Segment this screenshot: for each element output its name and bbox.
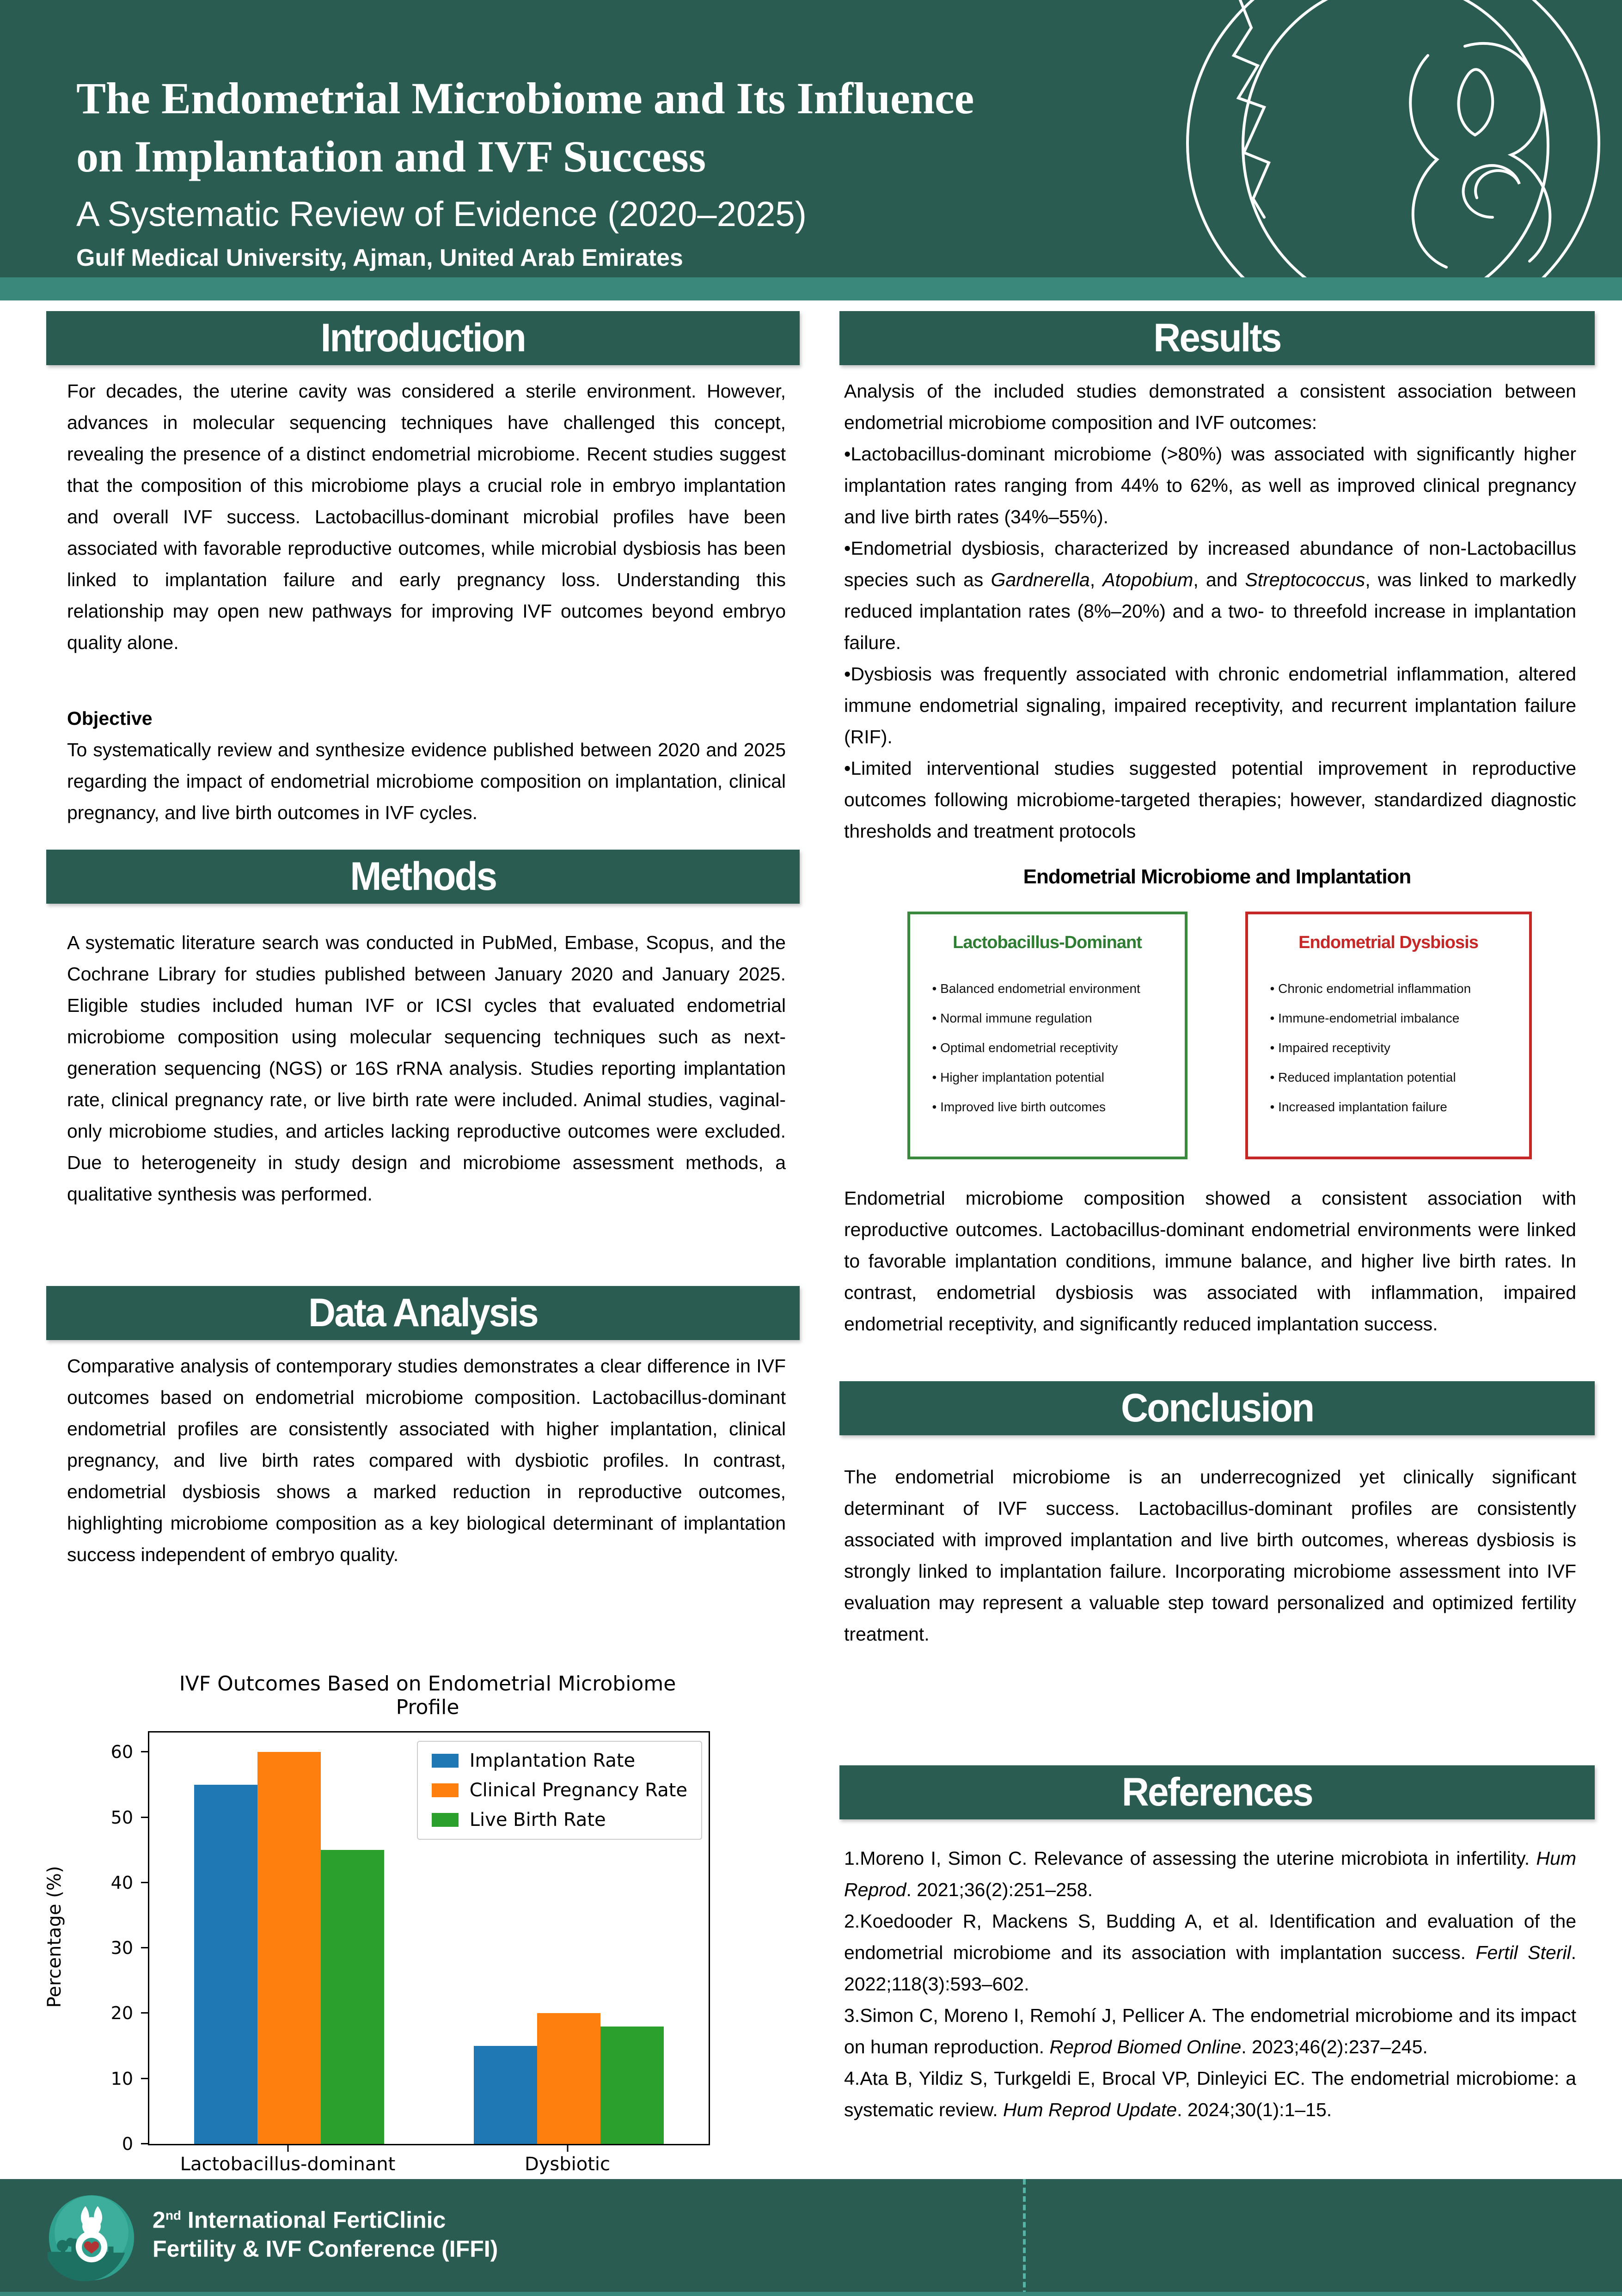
section-heading-introduction xyxy=(46,311,800,365)
legend-label: Live Birth Rate xyxy=(469,1809,606,1831)
diagram-boxes xyxy=(839,912,1595,1159)
x-tick-mark xyxy=(567,2145,568,2152)
poster-header xyxy=(0,0,1622,277)
y-tick-mark xyxy=(141,2012,148,2014)
chart-x-axis-labels xyxy=(148,2145,707,2175)
reference-3-journal: Reprod Biomed Online xyxy=(1049,2036,1242,2057)
reference-1-journal: Hum Reprod xyxy=(844,1848,1576,1900)
data-analysis-heading-label: Data Analysis xyxy=(308,1291,538,1335)
results-bullet-2-rest: , was linked to markedly reduced implantation rates (8%–20%) and a two- to threefold increase in implantation failure. xyxy=(844,569,1576,653)
left-column xyxy=(46,311,800,2175)
reference-4-journal: Hum Reprod Update xyxy=(1003,2099,1177,2120)
conclusion-body: The endometrial microbiome is an underrecognized yet clinically significant determinant of IVF success. Lactobacillus-dominant profiles are consistently associated with improved implantation and live birth outcomes, whereas dysbiosis is strongly linked to implantation failure. Incorporating microbiome assessment into IVF evaluation may represent a valuable step toward personalized and optimized fertility treatment. xyxy=(844,1466,1576,1645)
objective-body: To systematically review and synthesize evidence published between 2020 and 2025 regarding the impact of endometrial microbiome composition on implantation, clinical pregnancy, and live birth outcomes in IVF cycles. xyxy=(67,739,786,823)
fertility-line-art-logo-icon xyxy=(1169,0,1622,277)
endometrial-dysbiosis-list xyxy=(1248,974,1529,1122)
y-tick-mark xyxy=(141,2143,148,2144)
y-tick-label: 30 xyxy=(110,1938,133,1959)
introduction-body: For decades, the uterine cavity was considered a sterile environment. However, advances in molecular sequencing techniques have challenged this concept, revealing the presence of a distinct endometrial microbiome. Recent studies suggest that the composition of this microbiome plays a crucial role in embryo implantation and overall IVF success. Lactobacillus-dominant microbial profiles have been associated with favorable reproductive outcomes, while microbial dysbiosis has been linked to implantation failure and early pregnancy loss. Understanding this relationship may open new pathways for improving IVF outcomes beyond embryo quality alone. xyxy=(67,380,786,653)
section-heading-data-analysis xyxy=(46,1286,800,1340)
reference-1-text: 1.Moreno I, Simon C. Relevance of assessing the uterine microbiota in infertility. xyxy=(844,1848,1536,1869)
list-item: • Normal immune regulation xyxy=(932,1004,1175,1033)
y-tick-mark xyxy=(141,2078,148,2079)
results-bullet-2-text: •Endometrial dysbiosis, characterized by increased abundance of non-Lactobacillus species such as xyxy=(844,538,1576,590)
reference-2-text: 2.Koedooder R, Mackens S, Budding A, et al. Identification and evaluation of the endometrial microbiome and its association with implantation success. xyxy=(844,1910,1576,1963)
methods-body: A systematic literature search was conducted in PubMed, Embase, Scopus, and the Cochrane Library for studies published between January 2020 and January 2025. Eligible studies included human IVF or ICSI cycles that evaluated endometrial microbiome composition using molecular sequencing techniques such as next-generation sequencing (NGS) or 16S rRNA analysis. Studies reporting implantation rate, clinical pregnancy rate, or live birth rate were included. Animal studies, vaginal-only microbiome studies, and articles lacking reproductive outcomes were excluded. Due to heterogeneity in study design and microbiome assessment methods, a qualitative synthesis was performed. xyxy=(67,932,786,1205)
y-tick-label: 0 xyxy=(122,2134,133,2154)
genus-gardnerella: Gardnerella xyxy=(991,569,1090,590)
results-bullet-2-sep2: , and xyxy=(1193,569,1245,590)
reference-2 xyxy=(839,1905,1595,2000)
endometrial-dysbiosis-box xyxy=(1245,912,1532,1159)
results-bullet-4: •Limited interventional studies suggested potential improvement in reproductive outcomes following microbiome-targeted therapies; however, standardized diagnostic thresholds and treatment protocols xyxy=(844,758,1576,842)
header-text-block xyxy=(76,69,974,271)
conference-name-line2: Fertility & IVF Conference (IFFI) xyxy=(153,2235,498,2262)
poster-subtitle: A Systematic Review of Evidence (2020–2025) xyxy=(76,195,807,234)
genus-streptococcus: Streptococcus xyxy=(1245,569,1365,590)
methods-heading-label: Methods xyxy=(350,854,496,899)
reference-4-tail: . 2024;30(1):1–15. xyxy=(1177,2099,1332,2120)
section-heading-conclusion xyxy=(839,1381,1595,1435)
footer-accent-strip xyxy=(0,2292,1622,2296)
section-heading-references xyxy=(839,1765,1595,1819)
y-tick-label: 40 xyxy=(110,1872,133,1893)
list-item: • Immune-endometrial imbalance xyxy=(1270,1004,1520,1033)
results-bullet-3: •Dysbiosis was frequently associated with chronic endometrial inflammation, altered immune endometrial signaling, impaired receptivity, and recurrent implantation failure (RIF). xyxy=(844,663,1576,747)
reference-3-text: 3.Simon C, Moreno I, Remohí J, Pellicer A. The endometrial microbiome and its impact on human reproduction. xyxy=(844,2005,1576,2057)
bar-clinical-pregnancy-rate xyxy=(257,1752,321,2144)
section-heading-results xyxy=(839,311,1595,365)
y-tick-mark xyxy=(141,1947,148,1948)
section-heading-methods xyxy=(46,850,800,904)
bar-group-dysbiotic xyxy=(429,1733,709,2144)
endometrial-dysbiosis-box-title: Endometrial Dysbiosis xyxy=(1298,933,1478,952)
y-tick-mark xyxy=(141,1751,148,1752)
results-bullet-2 xyxy=(839,533,1595,658)
reference-4 xyxy=(839,2063,1595,2125)
list-item: • Impaired receptivity xyxy=(1270,1033,1520,1063)
lactobacillus-dominant-box xyxy=(907,912,1187,1159)
list-item: • Chronic endometrial inflammation xyxy=(1270,974,1520,1004)
conference-edition-number: 2 xyxy=(153,2207,165,2233)
y-tick-label: 20 xyxy=(110,2003,133,2024)
introduction-heading-label: Introduction xyxy=(320,316,526,360)
objective-heading: Objective xyxy=(67,708,153,729)
x-tick-label: Dysbiotic xyxy=(428,2145,707,2175)
conference-name-line1-text: International FertiClinic xyxy=(181,2207,446,2233)
lactobacillus-dominant-box-title: Lactobacillus-Dominant xyxy=(953,933,1142,952)
results-heading-label: Results xyxy=(1153,316,1281,360)
ferticlinic-conference-logo-icon xyxy=(48,2194,135,2282)
chart-canvas xyxy=(46,1731,800,2175)
conference-name-line1 xyxy=(153,2201,498,2235)
y-tick-label: 60 xyxy=(110,1742,133,1763)
bar-live-birth-rate xyxy=(321,1850,384,2144)
poster-title-line1: The Endometrial Microbiome and Its Influence xyxy=(76,73,974,123)
conclusion-heading-label: Conclusion xyxy=(1120,1386,1314,1430)
list-item: • Reduced implantation potential xyxy=(1270,1063,1520,1092)
reference-4-text: 4.Ata B, Yildiz S, Turkgeldi E, Brocal VP, Dinleyici EC. The endometrial microbiome: a systematic review. xyxy=(844,2068,1576,2120)
bar-clinical-pregnancy-rate xyxy=(537,2013,600,2144)
reference-1-tail: . 2021;36(2):251–258. xyxy=(906,1879,1093,1900)
lactobacillus-dominant-list xyxy=(910,974,1185,1122)
list-item: • Increased implantation failure xyxy=(1270,1092,1520,1122)
y-tick-mark xyxy=(141,1882,148,1883)
bar-group-lactobacillus-dominant xyxy=(149,1733,429,2144)
data-analysis-body: Comparative analysis of contemporary studies demonstrates a clear difference in IVF outcomes based on endometrial microbiome composition. Lactobacillus-dominant endometrial profiles are consistently associated with higher implantation, clinical pregnancy, and live birth rates compared with dysbiotic profiles. In contrast, endometrial dysbiosis shows a marked reduction in reproductive outcomes, highlighting microbiome composition as a key biological determinant of implantation success independent of embryo quality. xyxy=(67,1355,786,1565)
reference-3-tail: . 2023;46(2):237–245. xyxy=(1241,2036,1428,2057)
reference-2-journal: Fertil Steril xyxy=(1475,1942,1571,1963)
bar-implantation-rate xyxy=(194,1785,257,2144)
list-item: • Improved live birth outcomes xyxy=(932,1092,1175,1122)
x-tick-mark xyxy=(287,2145,288,2152)
reference-2-tail: . 2022;118(3):593–602. xyxy=(844,1942,1576,1995)
conference-edition-ordinal: nd xyxy=(165,2208,182,2223)
header-accent-strip xyxy=(0,277,1622,300)
results-intro: Analysis of the included studies demonstrated a consistent association between endometrial microbiome composition and IVF outcomes: xyxy=(844,380,1576,433)
bar-live-birth-rate xyxy=(600,2027,664,2144)
legend-label: Clinical Pregnancy Rate xyxy=(469,1780,687,1801)
legend-label: Implantation Rate xyxy=(469,1750,636,1771)
results-bullet-1: •Lactobacillus-dominant microbiome (>80%) was associated with significantly higher implantation rates ranging from 44% to 62%, as well as improved clinical pregnancy and live birth rates (34%–55%). xyxy=(844,443,1576,527)
diagram-title: Endometrial Microbiome and Implantation xyxy=(1023,865,1411,888)
results-bullet-2-sep1: , xyxy=(1089,569,1103,590)
genus-atopobium: Atopobium xyxy=(1102,569,1194,590)
ivf-outcomes-bar-chart xyxy=(46,1672,800,2175)
poster-affiliation: Gulf Medical University, Ajman, United Arab Emirates xyxy=(76,245,683,271)
x-tick-label: Lactobacillus-dominant xyxy=(148,2145,428,2175)
right-column xyxy=(839,311,1595,2125)
reference-3 xyxy=(839,2000,1595,2063)
diagram-caption: Endometrial microbiome composition showed a consistent association with reproductive outcomes. Lactobacillus-dominant endometrial environments were linked to favorable implantation conditions, immune balance, and higher live birth rates. In contrast, endometrial dysbiosis was associated with inflammation, impaired endometrial receptivity, and significantly reduced implantation success. xyxy=(844,1188,1576,1335)
chart-y-axis-label: Percentage (%) xyxy=(44,1866,65,2008)
chart-plot-area xyxy=(110,1731,710,2154)
microbiome-implantation-diagram xyxy=(839,865,1595,1340)
list-item: • Balanced endometrial environment xyxy=(932,974,1175,1004)
list-item: • Higher implantation potential xyxy=(932,1063,1175,1092)
references-heading-label: References xyxy=(1121,1770,1313,1814)
bar-implantation-rate xyxy=(474,2046,537,2144)
reference-1 xyxy=(839,1843,1595,1905)
y-tick-label: 10 xyxy=(110,2068,133,2089)
y-tick-mark xyxy=(141,1817,148,1818)
list-item: • Optimal endometrial receptivity xyxy=(932,1033,1175,1063)
chart-title: IVF Outcomes Based on Endometrial Microbiome Profile xyxy=(179,1672,676,1719)
footer-dashed-divider xyxy=(1023,2179,1026,2296)
y-tick-label: 50 xyxy=(110,1807,133,1828)
conference-name xyxy=(153,2201,498,2263)
references-list xyxy=(839,1843,1595,2125)
poster-title xyxy=(76,69,974,186)
poster-title-line2: on Implantation and IVF Success xyxy=(76,132,706,181)
poster-footer xyxy=(0,2179,1622,2296)
